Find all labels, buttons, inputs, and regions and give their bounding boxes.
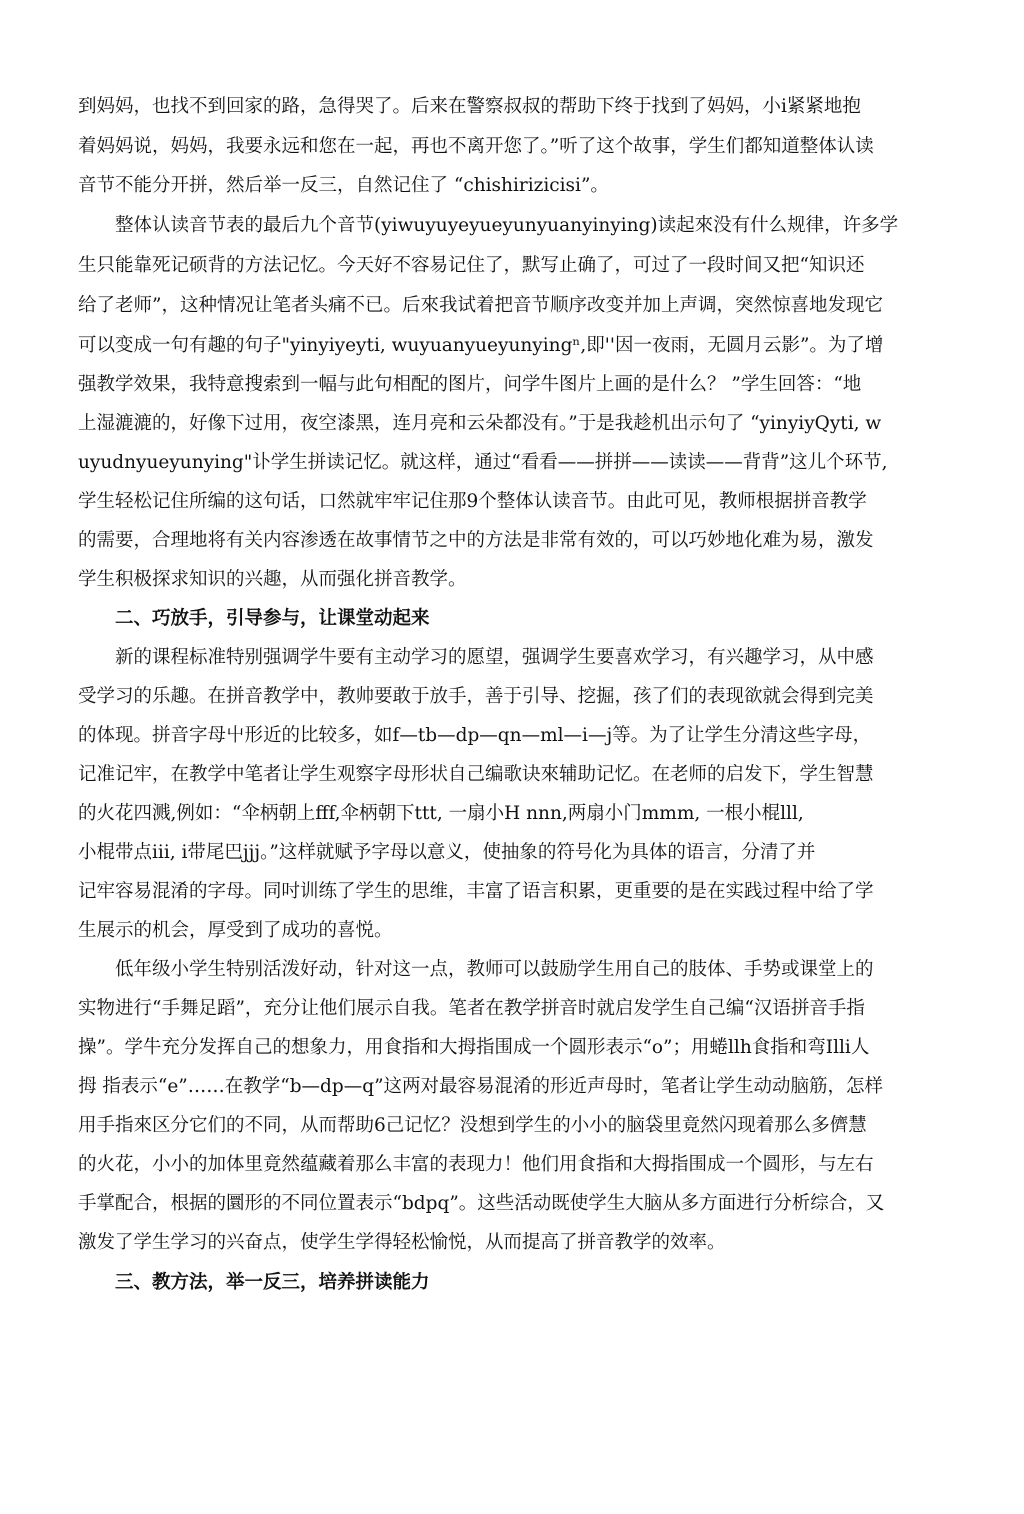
paragraph-first-line: 低年级小学生特别活泼好动，针对这一点，教师可以鼓励学生用自己的肢体、手势或课堂上的	[115, 959, 874, 980]
text-line: 学生积极探求知识的兴趣，从而强化拼音教学。	[78, 569, 467, 590]
text-line: 给了老师”，这种情况让笔者头痛不已。后來我试着把音节顺序改变并加上声调，突然惊喜地发现它	[78, 295, 883, 316]
section-heading: 二、巧放手，引导参与，让课堂动起来	[115, 608, 430, 629]
paragraph-first-line: 新的课程标准特别强调学牛要有主动学习的愿望，强调学生要喜欢学习，有兴趣学习，从中感	[115, 647, 874, 668]
text-line: 受学习的乐趣。在拼音教学中，教帅要敢于放手，善于引导、挖掘，孩了们的表现欲就会得到完美	[78, 686, 874, 707]
paragraph-first-line: 整体认读音节表的最后九个音节(yiwuyuyeyueyunyuanyinying)读起來没有什么规律，许多学	[115, 215, 899, 236]
text-line: 记牢容易混淆的字母。同吋训练了学生的思维，丰富了语言积累，更重要的是在实践过程中给了学	[78, 881, 874, 902]
text-line: 强教学效果，我特意搜索到一幅与此句相配的图片，问学牛图片上画的是什么？ ”学生回答：“地	[78, 374, 862, 395]
text-line: 操”。学牛充分发挥自己的想象力，用食指和大拇指围成一个圆形表示“o”；用蜷llh食指和弯Illi人	[78, 1037, 870, 1058]
text-line: 着妈妈说，妈妈，我要永远和您在一起，再也不离开您了。”听了这个故事，学生们都知道整体认读	[78, 136, 874, 157]
text-line: 生只能靠死记硕背的方法记忆。今天好不容易记住了，默写止确了，可过了一段时间又把“知识还	[78, 255, 865, 276]
text-line: 记准记牢，在教学中笔者让学生观察字母形状自己编歌诀來辅助记忆。在老师的启发下，学生智慧	[78, 764, 874, 785]
text-line: 学生轻松记住所编的这句话，口然就牢牢记住那9个整体认读音节。由此可见，教师根据拼音教学	[78, 491, 867, 512]
text-line: 手掌配合，根据的圜形的不同位置表示“bdpq”。这些活动既使学生大脑从多方面进行分析综合，又	[78, 1193, 885, 1214]
text-line: 的需要，合理地将有关内容渗透在故事情节之中的方法是非常有效的，可以巧妙地化难为易，激发	[78, 530, 874, 551]
text-line: 的火花，小小的加体里竟然蕴藏着那么丰富的表现力！他们用食指和大拇指围成一个圆形，与左右	[78, 1154, 874, 1175]
text-line: 实物进行“手舞足蹈”，充分让他们展示自我。笔者在教学拼音时就启发学生自己编“汉语拼音手指	[78, 998, 865, 1019]
text-line: 到妈妈，也找不到回家的路，急得哭了。后来在警察叔叔的帮助下终于找到了妈妈，小i紧紧地抱	[78, 96, 861, 117]
text-line: 音节不能分开拼，然后举一反三，自然记住了 “chishirizicisi”。	[78, 175, 609, 196]
text-line: 拇 指表示“e”……在教学“b—dp—q”这两对最容易混淆的形近声母时，笔者让学生动动脑筋，怎样	[78, 1076, 884, 1097]
text-line: 的体现。拼音字母屮形近的比较多，如f—tb—dp—qn—ml—i—j等。为了让学生分清这些字母，	[78, 725, 872, 746]
text-line: 激发了学生学习的兴奋点，使学生学得轻松愉悦，从而提高了拼音教学的效率。	[78, 1232, 726, 1253]
text-line: 可以变成一句有趣的句子"yinyiyeyti, wuyuanyueyunyingⁿ,即''因一夜雨，无圆月云影”。为了增	[78, 335, 884, 356]
section-heading: 三、教方法，举一反三，培养拼读能力	[115, 1272, 430, 1293]
text-line: uyudnyueyunying"讣学生拼读记忆。就这样，通过“看看——拼拼——读读——背背”这儿个环节,	[78, 452, 888, 473]
text-line: 生展示的机会，厚受到了成功的喜悦。	[78, 920, 393, 941]
text-line: 的火花四溅,例如：“伞柄朝上fff,伞柄朝下ttt, 一扇小H nnn,两扇小门mmm, 一根小棍lll,	[78, 803, 804, 824]
text-line: 用手指來区分它们的不同，从而帮助6己记忆？没想到学生的小小的脑袋里竟然闪现着那么多儕慧	[78, 1115, 867, 1136]
text-line: 上湿漉漉的，好像下过用，夜空漆黑，连月亮和云朵都没有。”于是我趁机出示句了 “yinyiyQyti, w	[78, 413, 882, 434]
text-line: 小棍带点iii, i带尾巴jjj。”这样就赋予字母以意义，使抽象的符号化为具体的语言，分清了并	[78, 842, 816, 863]
